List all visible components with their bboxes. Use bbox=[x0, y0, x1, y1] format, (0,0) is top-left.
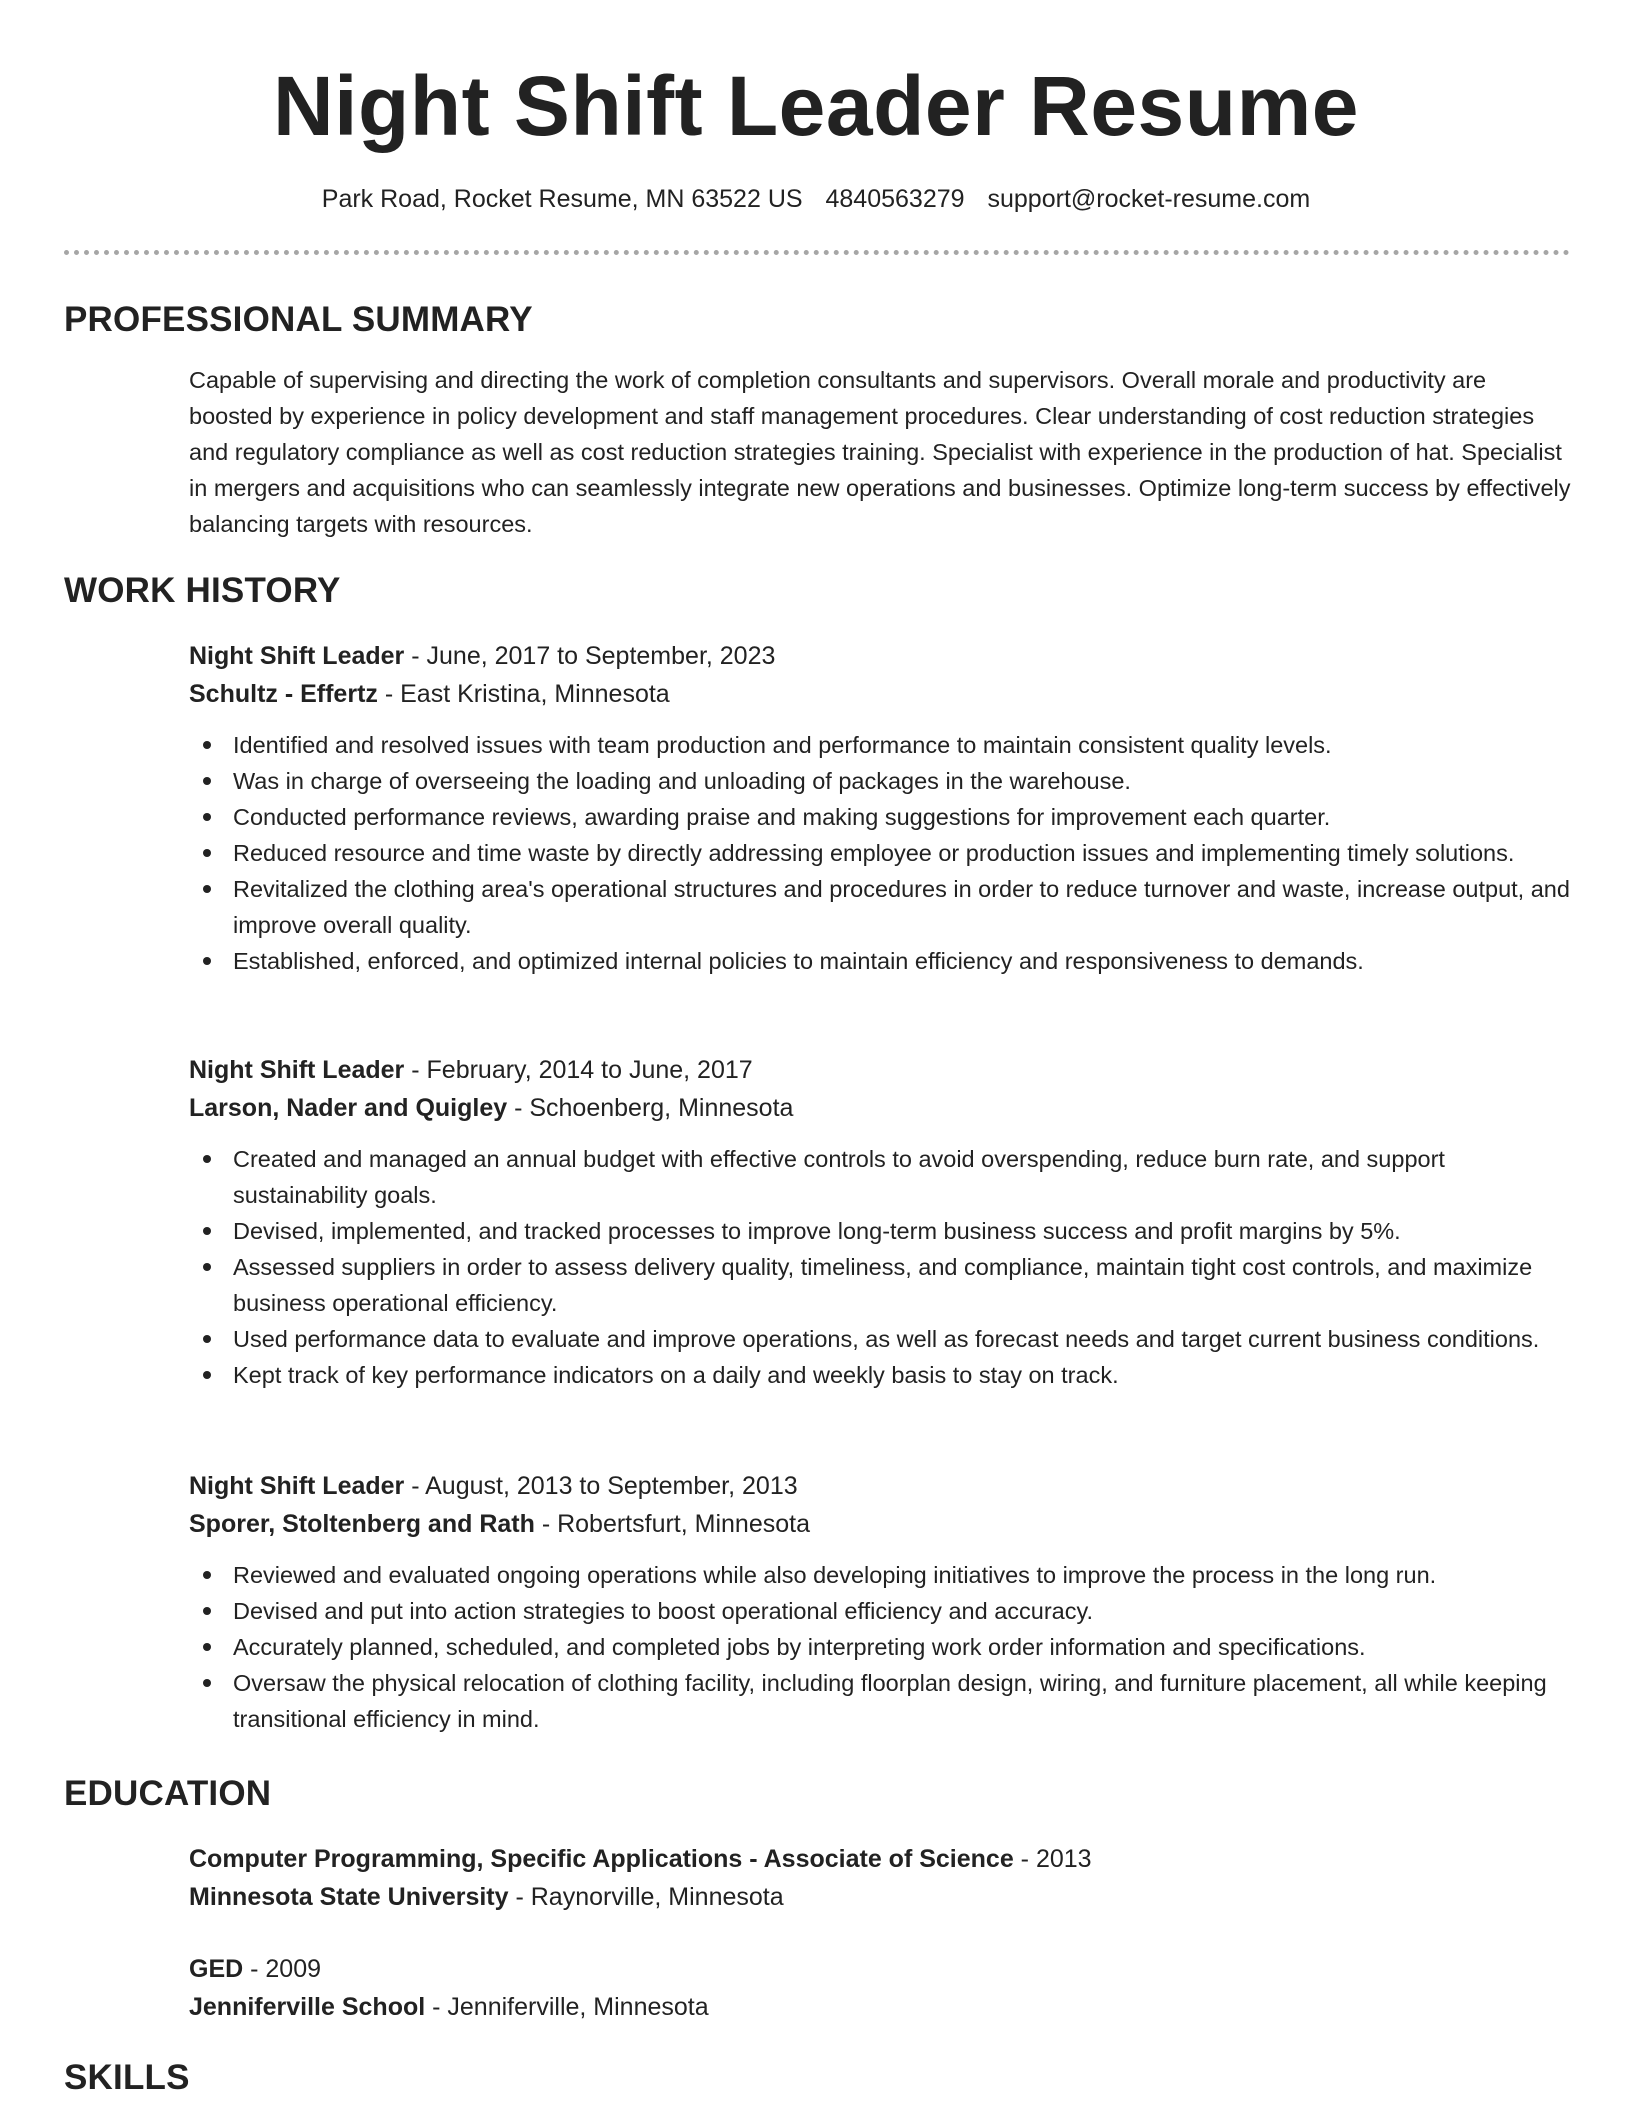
job-bullet: Identified and resolved issues with team production and performance to maintain consistent quality levels. bbox=[189, 727, 1571, 763]
education-degree: GED bbox=[189, 1955, 244, 1983]
job-bullet: Assessed suppliers in order to assess delivery quality, timeliness, and compliance, maintain tight cost controls, and maximize business operational efficiency. bbox=[189, 1249, 1571, 1321]
job-bullets bbox=[189, 1141, 1571, 1393]
education-entry bbox=[189, 1950, 1571, 2026]
job-company: Larson, Nader and Quigley bbox=[189, 1094, 508, 1122]
education-year: - 2013 bbox=[1013, 1845, 1092, 1873]
job-bullet: Reviewed and evaluated ongoing operations while also developing initiatives to improve the process in the long run. bbox=[189, 1557, 1571, 1593]
job-bullet: Oversaw the physical relocation of clothing facility, including floorplan design, wiring, and furniture placement, all while keeping transitional efficiency in mind. bbox=[189, 1665, 1571, 1737]
job-company: Sporer, Stoltenberg and Rath bbox=[189, 1510, 535, 1538]
job-bullet: Revitalized the clothing area's operational structures and procedures in order to reduce turnover and waste, increase output, and improve overall quality. bbox=[189, 871, 1571, 943]
job-dates: - August, 2013 to September, 2013 bbox=[404, 1472, 798, 1500]
job-company-line bbox=[189, 675, 1571, 713]
education-school-line bbox=[189, 1988, 1571, 2026]
section-title-education: EDUCATION bbox=[64, 1774, 272, 1813]
education-school: Minnesota State University bbox=[189, 1883, 509, 1911]
contact-email: support@rocket-resume.com bbox=[987, 185, 1311, 213]
education-degree-line bbox=[189, 1950, 1571, 1988]
education-location: - Jenniferville, Minnesota bbox=[425, 1993, 709, 2021]
job-entry bbox=[189, 1467, 1571, 1737]
job-dates: - February, 2014 to June, 2017 bbox=[404, 1056, 753, 1084]
job-dates: - June, 2017 to September, 2023 bbox=[404, 642, 776, 670]
header-divider bbox=[64, 250, 1570, 255]
job-bullets bbox=[189, 727, 1571, 979]
job-bullet: Was in charge of overseeing the loading and unloading of packages in the warehouse. bbox=[189, 763, 1571, 799]
education-entry bbox=[189, 1840, 1571, 1916]
summary-text: Capable of supervising and directing the work of completion consultants and supervisors. Overall morale and productivity are boosted by experience in policy development and staff management procedures. Clear understanding of cost reduction strategies and regulatory compliance as well as cost reduction strategies training. Specialist with experience in the production of hat. Specialist in mergers and acquisitions who can seamlessly integrate new operations and businesses. Optimize long-term success by effectively balancing targets with resources. bbox=[189, 367, 1571, 537]
contact-address: Park Road, Rocket Resume, MN 63522 US bbox=[321, 185, 803, 213]
job-role: Night Shift Leader bbox=[189, 1472, 405, 1500]
education-year: - 2009 bbox=[243, 1955, 322, 1983]
education-school: Jenniferville School bbox=[189, 1993, 426, 2021]
job-company-line bbox=[189, 1505, 1571, 1543]
education-degree: Computer Programming, Specific Applications - Associate of Science bbox=[189, 1845, 1014, 1873]
section-title-work-history: WORK HISTORY bbox=[64, 571, 341, 610]
contact-line bbox=[0, 182, 1632, 216]
job-bullet: Conducted performance reviews, awarding praise and making suggestions for improvement each quarter. bbox=[189, 799, 1571, 835]
job-bullet: Used performance data to evaluate and improve operations, as well as forecast needs and target current business conditions. bbox=[189, 1321, 1571, 1357]
education-school-line bbox=[189, 1878, 1571, 1916]
job-role-line bbox=[189, 1467, 1571, 1505]
job-entry bbox=[189, 637, 1571, 979]
education-location: - Raynorville, Minnesota bbox=[508, 1883, 784, 1911]
job-entry bbox=[189, 1051, 1571, 1393]
job-bullet: Devised, implemented, and tracked processes to improve long-term business success and profit margins by 5%. bbox=[189, 1213, 1571, 1249]
contact-phone: 4840563279 bbox=[825, 185, 965, 213]
job-location: - Schoenberg, Minnesota bbox=[507, 1094, 794, 1122]
job-bullet: Devised and put into action strategies to boost operational efficiency and accuracy. bbox=[189, 1593, 1571, 1629]
job-role-line bbox=[189, 637, 1571, 675]
job-bullet: Kept track of key performance indicators on a daily and weekly basis to stay on track. bbox=[189, 1357, 1571, 1393]
job-role: Night Shift Leader bbox=[189, 1056, 405, 1084]
job-bullet: Established, enforced, and optimized internal policies to maintain efficiency and responsiveness to demands. bbox=[189, 943, 1571, 979]
job-company: Schultz - Effertz bbox=[189, 680, 378, 708]
job-company-line bbox=[189, 1089, 1571, 1127]
job-bullet: Reduced resource and time waste by directly addressing employee or production issues and implementing timely solutions. bbox=[189, 835, 1571, 871]
job-bullet: Accurately planned, scheduled, and completed jobs by interpreting work order information and specifications. bbox=[189, 1629, 1571, 1665]
section-title-skills: SKILLS bbox=[64, 2058, 190, 2097]
job-location: - East Kristina, Minnesota bbox=[377, 680, 670, 708]
job-bullets bbox=[189, 1557, 1571, 1737]
education-degree-line bbox=[189, 1840, 1571, 1878]
job-role-line bbox=[189, 1051, 1571, 1089]
section-title-summary: PROFESSIONAL SUMMARY bbox=[64, 300, 533, 339]
resume-title: Night Shift Leader Resume bbox=[272, 59, 1359, 153]
job-role: Night Shift Leader bbox=[189, 642, 405, 670]
job-bullet: Created and managed an annual budget with effective controls to avoid overspending, reduce burn rate, and support sustainability goals. bbox=[189, 1141, 1571, 1213]
job-location: - Robertsfurt, Minnesota bbox=[534, 1510, 810, 1538]
